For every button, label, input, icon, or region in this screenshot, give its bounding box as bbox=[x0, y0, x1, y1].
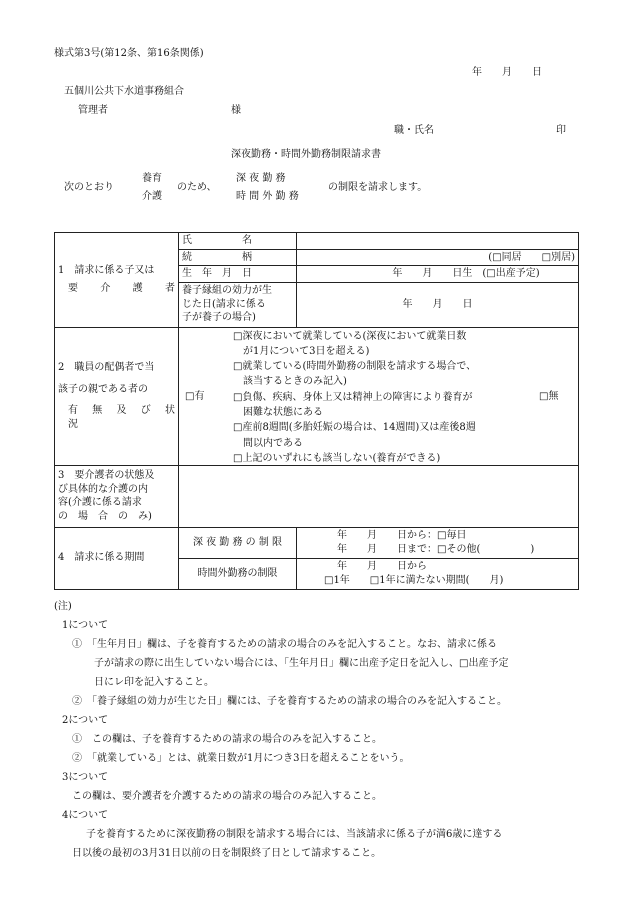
name-field[interactable] bbox=[297, 233, 579, 250]
note-3-title: 3について bbox=[62, 772, 109, 783]
status-option[interactable]: □深夜において就業している(深夜において就業日数 bbox=[233, 330, 467, 342]
note-1-title: 1について bbox=[62, 620, 109, 631]
note-1-a: ① 「生年月日」欄は、子を養育するための請求の場合のみを記入すること。なお、請求に係る bbox=[72, 639, 497, 650]
birthdate-label: 生 年 月 日 bbox=[179, 266, 297, 283]
spouse-status-options bbox=[233, 329, 476, 467]
note-3-a: この欄は、要介護者を介護するための請求の場合のみ記入すること。 bbox=[72, 791, 382, 802]
intro-option-night: 深 夜 勤 務 bbox=[236, 173, 286, 184]
document-title: 深夜勤務・時間外勤務制限請求書 bbox=[231, 149, 381, 160]
intro-suffix: の制限を請求します。 bbox=[328, 182, 428, 193]
status-option-cont: 該当するときのみ記入) bbox=[233, 376, 347, 388]
status-option-cont: が1月について3日を超える) bbox=[233, 345, 370, 357]
intro-mid: のため、 bbox=[177, 182, 217, 193]
note-2-title: 2について bbox=[62, 715, 109, 726]
note-1-b: ② 「養子縁組の効力が生じた日」欄には、子を養育するための請求の場合のみを記入すること。 bbox=[72, 696, 507, 707]
intro-option-overtime: 時 間 外 勤 務 bbox=[236, 191, 299, 202]
form-number: 様式第3号(第12条、第16条関係) bbox=[54, 48, 204, 59]
note-2-a: ① この欄は、子を養育するための請求の場合のみを記入すること。 bbox=[72, 734, 382, 745]
intro-prefix: 次のとおり bbox=[64, 182, 114, 193]
applicant-label: 職・氏名 bbox=[394, 125, 434, 136]
section1-label: 1 請求に係る子又は 要 介 護 者 bbox=[55, 233, 179, 328]
relation-label: 続 柄 bbox=[179, 249, 297, 266]
spouse-status-cell bbox=[179, 327, 579, 465]
section4-label: 4 請求に係る期間 bbox=[55, 527, 179, 589]
addressee-honorific: 様 bbox=[231, 105, 241, 116]
status-option[interactable]: □上記のいずれにも該当しない(養育ができる) bbox=[233, 452, 441, 464]
spouse-has-checkbox[interactable]: □有 bbox=[185, 390, 205, 402]
status-option[interactable]: □産前8週間(多胎妊娠の場合は、14週間)又は産後8週 bbox=[233, 422, 476, 434]
night-limit-period[interactable]: 年 月 日から：□毎日 年 月 日まで：□その他( ) bbox=[297, 527, 579, 558]
notes-section bbox=[54, 597, 584, 863]
section2-label: 2 職員の配偶者で当 該子の親である者の 有 無 及 び 状 況 bbox=[55, 327, 179, 465]
intro-option-care: 介護 bbox=[142, 191, 162, 202]
adoption-date-field[interactable]: 年 月 日 bbox=[297, 282, 579, 327]
request-form-table bbox=[54, 232, 579, 590]
care-details-field[interactable] bbox=[179, 465, 579, 527]
addressee-org: 五個川公共下水道事務組合 bbox=[64, 86, 184, 97]
birthdate-field[interactable]: 年 月 日生 (□出産予定) bbox=[297, 266, 579, 283]
seal-mark: 印 bbox=[556, 125, 566, 136]
notes-header: (注) bbox=[54, 601, 72, 612]
note-1-a-cont: 子が請求の際に出生していない場合には、「生年月日」欄に出産予定日を記入し、□出産予定 bbox=[94, 658, 509, 669]
note-4-title: 4について bbox=[62, 810, 109, 821]
status-option-cont: 間以内である bbox=[233, 437, 303, 449]
intro-option-raising: 養育 bbox=[142, 173, 162, 184]
adoption-date-label: 養子縁組の効力が生 じた日(請求に係る 子が養子の場合) bbox=[179, 282, 297, 327]
note-1-a-cont2: 日にレ印を記入すること。 bbox=[94, 677, 214, 688]
section3-label: 3 要介護者の状態及 び具体的な介護の内 容(介護に係る請求 の 場 合 の み) bbox=[55, 465, 179, 527]
date-line: 年 月 日 bbox=[472, 67, 542, 78]
note-4-a-cont: 日以後の最初の3月31日以前の日を制限終了日として請求すること。 bbox=[72, 848, 382, 859]
status-option[interactable]: □就業している(時間外勤務の制限を請求する場合で、 bbox=[233, 361, 477, 373]
name-label: 氏 名 bbox=[179, 233, 297, 250]
addressee-title: 管理者 bbox=[78, 105, 108, 116]
overtime-limit-label: 時間外勤務の制限 bbox=[179, 558, 297, 589]
note-2-b: ② 「就業している」とは、就業日数が1月につき3日を超えることをいう。 bbox=[72, 753, 410, 764]
spouse-none-checkbox[interactable]: □無 bbox=[539, 390, 559, 402]
relation-field[interactable]: (□同居 □別居) bbox=[297, 249, 579, 266]
status-option-cont: 困難な状態にある bbox=[233, 406, 323, 418]
status-option[interactable]: □負傷、疾病、身体上又は精神上の障害により養育が bbox=[233, 391, 473, 403]
note-4-a: 子を養育するために深夜勤務の制限を請求する場合には、当該請求に係る子が満6歳に達する bbox=[86, 829, 503, 840]
overtime-limit-period[interactable]: 年 月 日から □1年 □1年に満たない期間( 月) bbox=[297, 558, 579, 589]
night-limit-label: 深 夜 勤 務 の 制 限 bbox=[179, 527, 297, 558]
